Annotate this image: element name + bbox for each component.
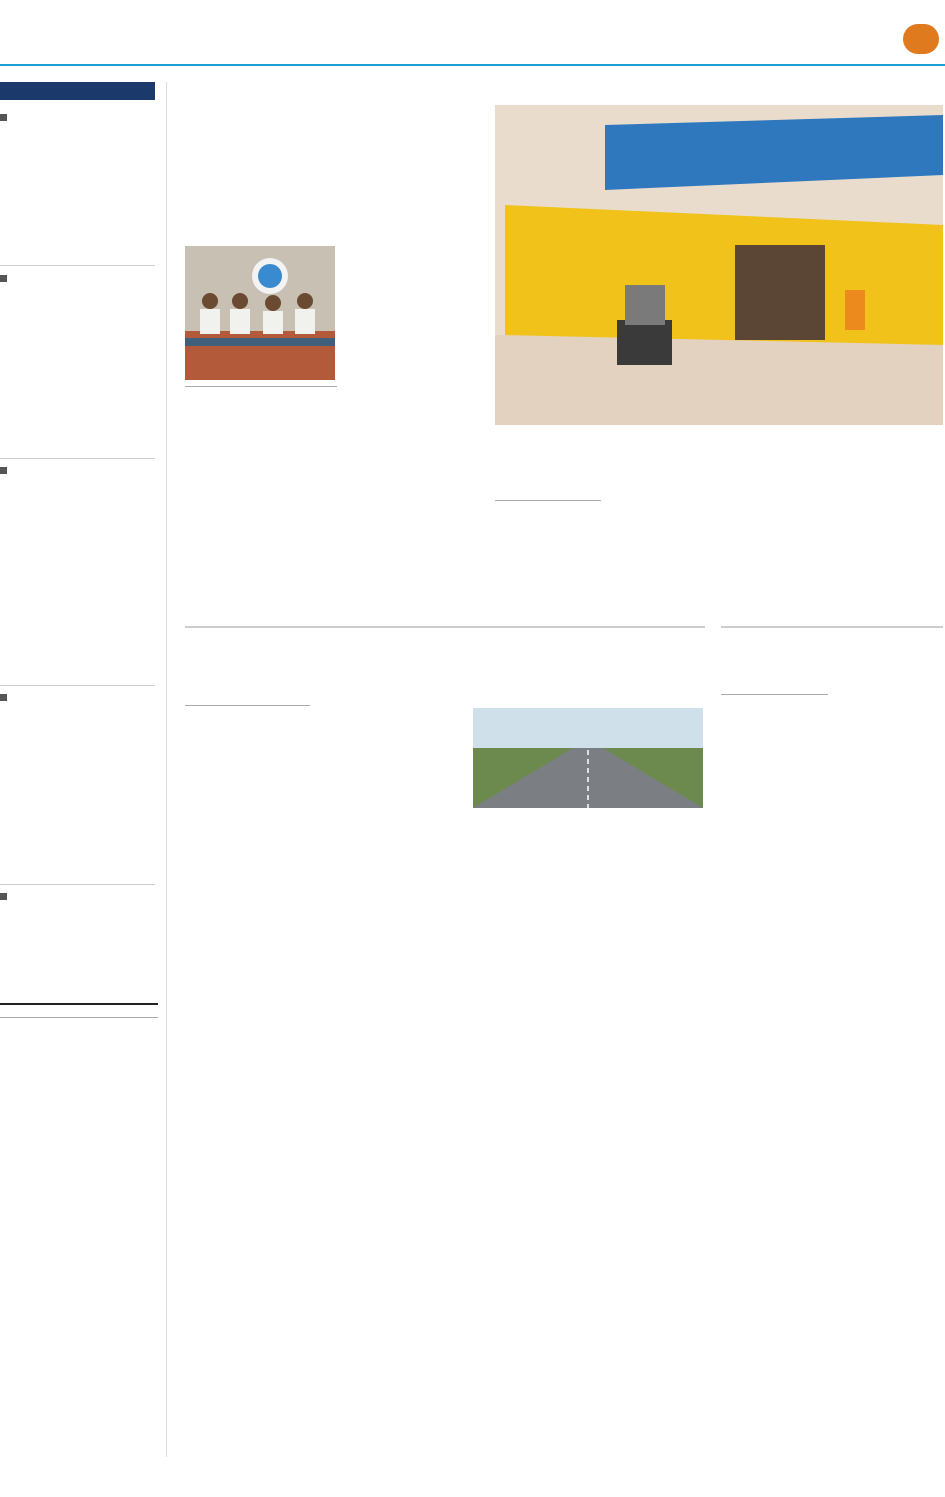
rto-signboard-photo bbox=[495, 105, 943, 425]
airstrip-photo bbox=[473, 708, 703, 808]
bandh-body bbox=[185, 384, 337, 614]
byline bbox=[0, 1015, 158, 1018]
byline bbox=[495, 498, 601, 501]
arrested-story bbox=[495, 448, 943, 616]
congress-meeting-photo bbox=[185, 246, 335, 380]
short-take-item bbox=[0, 110, 155, 260]
page-number-badge bbox=[903, 24, 939, 54]
workdays-story bbox=[0, 1003, 158, 1458]
short-take-item bbox=[0, 884, 155, 999]
airstrip-story bbox=[185, 626, 705, 942]
short-take-item bbox=[0, 265, 155, 450]
masthead bbox=[0, 0, 945, 66]
short-takes-label bbox=[0, 82, 155, 100]
bandh-body-col2 bbox=[337, 246, 487, 611]
short-take-item bbox=[0, 458, 155, 683]
short-take-item bbox=[0, 685, 155, 870]
byline bbox=[185, 384, 337, 387]
byline bbox=[185, 703, 310, 706]
byline bbox=[721, 692, 828, 695]
column-divider bbox=[166, 82, 167, 1457]
pucca-story bbox=[721, 626, 943, 942]
